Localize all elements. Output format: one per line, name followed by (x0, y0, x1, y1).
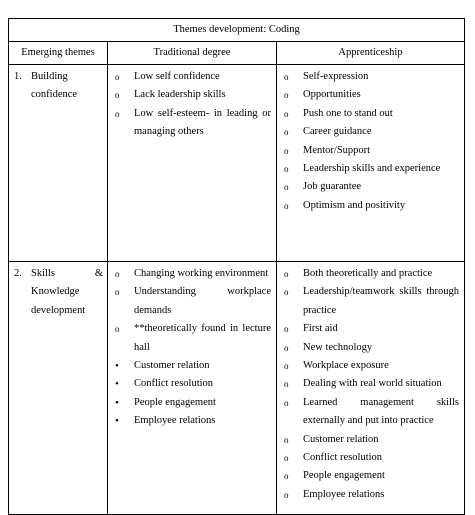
header-emerging-themes: Emerging themes (9, 42, 108, 65)
list-item (284, 357, 459, 375)
bullet-circle-icon: o (115, 287, 120, 298)
list-item-text: People engagement (134, 396, 216, 408)
list-item-text: Employee relations (134, 415, 216, 427)
list-item-text: Self-expression (303, 71, 369, 82)
bullet-circle-icon: o (115, 90, 120, 101)
list-item (115, 412, 271, 430)
list-item-text: Job guarantee (303, 181, 362, 193)
bullet-circle-icon: o (284, 453, 289, 464)
theme-number: 1. (14, 71, 22, 82)
list-item (284, 142, 459, 160)
list-item-text: Leadership skills and experience (303, 163, 441, 175)
list-item-text: Optimism and positivity (303, 199, 406, 211)
list-item-text: Opportunities (303, 89, 361, 101)
apprenticeship-cell (277, 262, 465, 515)
list-item (284, 68, 459, 86)
list-item-text: Leadership/teamwork skills through practice (303, 286, 460, 316)
bullet-circle-icon: o (284, 108, 289, 119)
header-traditional-degree: Traditional degree (108, 42, 277, 65)
theme-number: 2. (14, 268, 22, 279)
bullet-circle-icon: o (284, 182, 289, 193)
list-item (115, 394, 271, 412)
bullet-circle-icon: o (284, 90, 289, 101)
bullet-circle-icon: o (115, 324, 120, 335)
bullet-circle-icon: o (284, 397, 289, 408)
bullet-disc-icon: • (115, 415, 119, 428)
list-item (284, 320, 459, 338)
list-item-text: Customer relation (134, 360, 210, 372)
list-item (284, 283, 459, 320)
list-item-text: Low self confidence (134, 71, 220, 82)
bullet-circle-icon: o (115, 269, 120, 279)
list-item (284, 105, 459, 123)
table-row (9, 65, 465, 262)
table-row (9, 262, 465, 515)
bullet-circle-icon: o (284, 200, 289, 211)
list-item (115, 320, 271, 357)
list-item-text: Employee relations (303, 488, 385, 500)
bullet-disc-icon: • (115, 360, 119, 373)
list-item (284, 178, 459, 196)
list-item (284, 265, 459, 283)
list-item (284, 339, 459, 357)
themes-table (8, 18, 465, 515)
table-title: Themes development: Coding (9, 19, 465, 42)
list-item-text: Workplace exposure (303, 360, 389, 372)
list-item (284, 375, 459, 393)
apprenticeship-list (277, 68, 464, 215)
list-item-text: First aid (303, 323, 338, 335)
list-item-text: Understanding workplace demands (134, 286, 271, 316)
apprenticeship-list (277, 265, 464, 504)
list-item (284, 86, 459, 104)
bullet-circle-icon: o (284, 342, 289, 353)
list-item (115, 68, 271, 86)
list-item-text: Career guidance (303, 126, 372, 138)
list-item-text: Mentor/Support (303, 144, 371, 156)
list-item-text: Dealing with real world situation (303, 378, 442, 390)
list-item-text: Conflict resolution (134, 378, 214, 390)
header-apprenticeship: Apprenticeship (277, 42, 465, 65)
list-item (284, 431, 459, 449)
list-item-text: **theoretically found in lecture hall (134, 323, 271, 353)
list-item (115, 375, 271, 393)
bullet-circle-icon: o (284, 287, 289, 298)
bullet-circle-icon: o (284, 489, 289, 500)
list-item-text: Push one to stand out (303, 107, 393, 119)
list-item (284, 449, 459, 467)
bullet-disc-icon: • (115, 378, 119, 391)
traditional-list (108, 265, 276, 431)
list-item (115, 265, 271, 283)
bullet-circle-icon: o (284, 164, 289, 175)
list-item (284, 467, 459, 485)
bullet-circle-icon: o (284, 379, 289, 390)
bullet-circle-icon: o (284, 324, 289, 335)
list-item (284, 123, 459, 141)
list-item (115, 283, 271, 320)
bullet-circle-icon: o (284, 361, 289, 372)
bullet-disc-icon: • (115, 396, 119, 409)
traditional-cell (108, 65, 277, 262)
bullet-circle-icon: o (284, 269, 289, 279)
list-item (115, 86, 271, 104)
list-item-text: Changing working environment (134, 268, 269, 279)
list-item-text: People engagement (303, 470, 385, 482)
list-item (284, 486, 459, 504)
bullet-circle-icon: o (115, 72, 120, 82)
list-item (284, 394, 459, 431)
theme-label: Building confidence (31, 71, 78, 101)
traditional-list (108, 68, 276, 142)
list-item-text: Conflict resolution (303, 452, 383, 464)
apprenticeship-cell (277, 65, 465, 262)
bullet-circle-icon: o (284, 127, 289, 138)
theme-cell (9, 65, 108, 262)
list-item-text: Customer relation (303, 433, 379, 445)
theme-label: Skills & Knowledge development (31, 268, 103, 316)
bullet-circle-icon: o (115, 108, 120, 119)
bullet-circle-icon: o (284, 471, 289, 482)
bullet-circle-icon: o (284, 434, 289, 445)
bullet-circle-icon: o (284, 72, 289, 82)
theme-cell (9, 262, 108, 515)
list-item-text: New technology (303, 341, 373, 353)
bullet-circle-icon: o (284, 145, 289, 156)
list-item (284, 160, 459, 178)
list-item (115, 357, 271, 375)
list-item (284, 197, 459, 215)
list-item (115, 105, 271, 142)
list-item-text: Learned management skills externally and put into practice (303, 396, 460, 427)
list-item-text: Low self-esteem- in leading or managing others (134, 107, 271, 138)
traditional-cell (108, 262, 277, 515)
list-item-text: Both theoretically and practice (303, 268, 433, 279)
list-item-text: Lack leadership skills (134, 89, 226, 101)
